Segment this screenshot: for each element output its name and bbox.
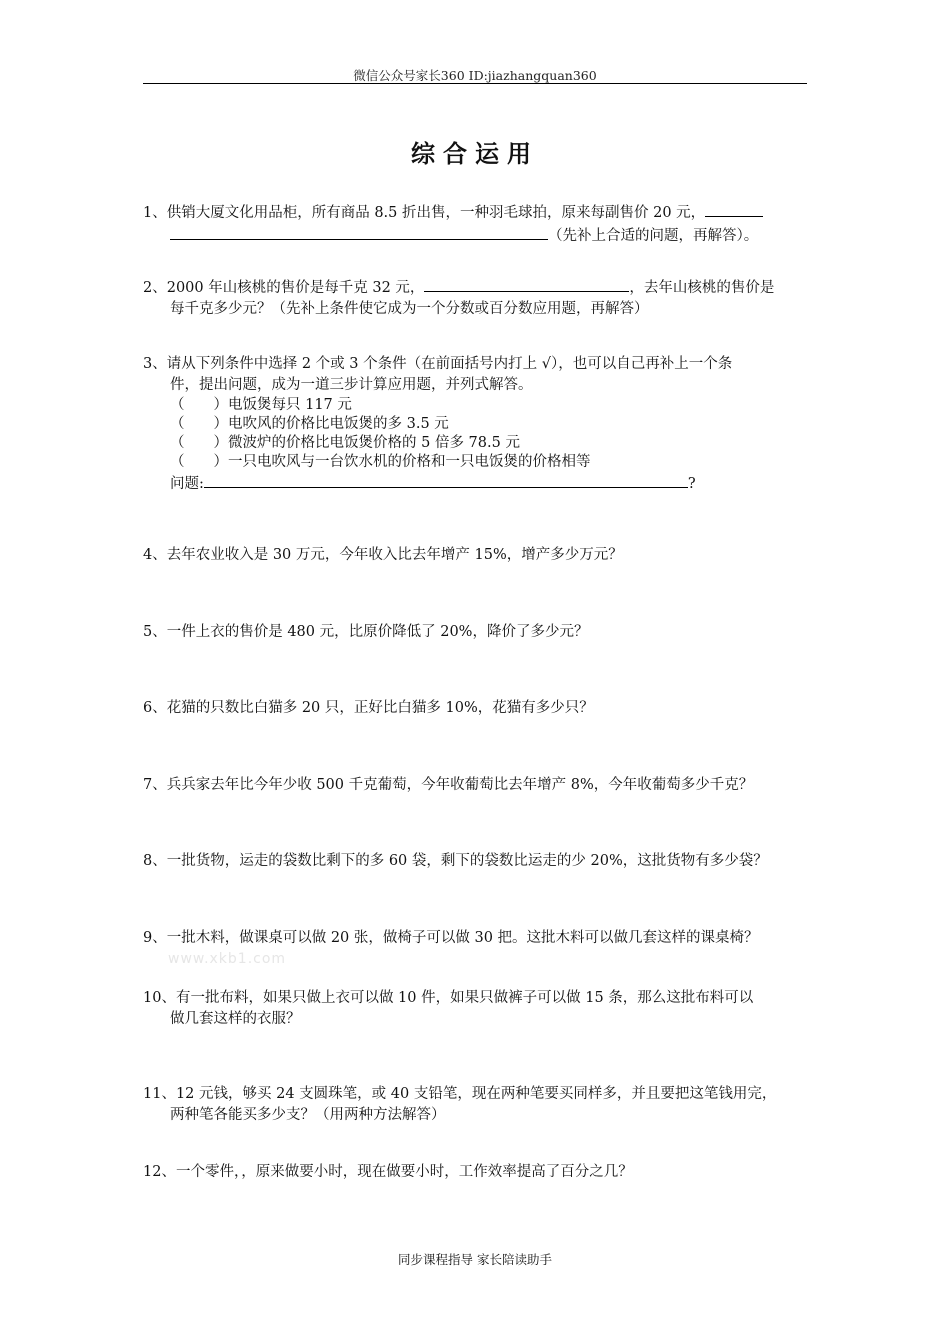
q2-suffix: ，去年山核桃的售价是 — [629, 280, 775, 296]
question-5: 5、一件上衣的售价是 480 元，比原价降低了 20%，降价了多少元？ — [143, 624, 589, 640]
question-4: 4、去年农业收入是 30 万元，今年收入比去年增产 15%，增产多少万元？ — [143, 547, 623, 563]
question-6: 6、花猫的只数比白猫多 20 只，正好比白猫多 10%，花猫有多少只？ — [143, 700, 594, 716]
option-text: 一只电吹风与一台饮水机的价格和一只电饭煲的价格相等 — [228, 454, 591, 470]
option-text: 电吹风的价格比电饭煲的多 3.5 元 — [228, 416, 449, 432]
question-1 — [143, 201, 823, 247]
checkbox-paren[interactable]: （ ） — [170, 435, 228, 451]
question-2 — [143, 276, 823, 320]
q1-suffix: （先补上合适的问题，再解答）。 — [548, 228, 759, 244]
question-9: 9、一批木料，做课桌可以做 20 张，做椅子可以做 30 把。这批木料可以做几套这样的课桌椅？ — [143, 930, 759, 946]
question-10 — [143, 988, 823, 1030]
question-7: 7、兵兵家去年比今年少收 500 千克葡萄，今年收葡萄比去年增产 8%，今年收葡萄多少千克？ — [143, 777, 754, 793]
question-12: 12、一个零件，，原来做要小时，现在做要小时，工作效率提高了百分之几？ — [143, 1164, 633, 1180]
q3-option[interactable] — [143, 453, 823, 472]
q3-question-end: ? — [687, 476, 696, 492]
checkbox-paren[interactable]: （ ） — [170, 416, 228, 432]
q3-question-blank[interactable] — [204, 472, 688, 488]
q10-line1: 10、有一批布料，如果只做上衣可以做 10 件，如果只做裤子可以做 15 条，那么这批布料可以 — [143, 990, 754, 1006]
option-text: 电饭煲每只 117 元 — [228, 397, 352, 413]
q2-prefix: 2、2000 年山核桃的售价是每千克 32 元， — [143, 280, 425, 296]
page-footer: 同步课程指导 家长陪读助手 — [398, 1252, 552, 1267]
q1-blank-2[interactable] — [170, 224, 548, 240]
page-header: 微信公众号家长360 ID:jiazhangquan360 — [353, 68, 597, 83]
question-3 — [143, 354, 823, 494]
q1-blank-1[interactable] — [705, 201, 763, 217]
q3-option[interactable] — [143, 434, 823, 453]
page-title: 综合运用 — [411, 140, 539, 168]
question-11 — [143, 1084, 823, 1126]
checkbox-paren[interactable]: （ ） — [170, 454, 228, 470]
q11-line1: 11、12 元钱，够买 24 支圆珠笔，或 40 支铅笔，现在两种笔要买同样多，并且要把这笔钱用完， — [143, 1086, 777, 1102]
q3-option[interactable] — [143, 396, 823, 415]
q10-line2: 做几套这样的衣服？ — [170, 1011, 301, 1027]
option-text: 微波炉的价格比电饭煲价格的 5 倍多 78.5 元 — [228, 435, 520, 451]
watermark: www.xkb1.com — [168, 951, 287, 967]
q2-line2: 每千克多少元？（先补上条件使它成为一个分数或百分数应用题，再解答） — [170, 301, 649, 317]
checkbox-paren[interactable]: （ ） — [170, 397, 228, 413]
header-divider — [143, 83, 807, 84]
q3-question-label: 问题: — [170, 476, 204, 492]
question-8: 8、一批货物，运走的袋数比剩下的多 60 袋，剩下的袋数比运走的少 20%，这批货物有多少袋？ — [143, 853, 768, 869]
q3-line1: 3、请从下列条件中选择 2 个或 3 个条件（在前面括号内打上 √），也可以自己再补上一个条 — [143, 356, 733, 372]
q1-text: 1、供销大厦文化用品柜，所有商品 8.5 折出售，一种羽毛球拍，原来每副售价 20 元， — [143, 205, 706, 221]
q11-line2: 两种笔各能买多少支？（用两种方法解答） — [170, 1107, 446, 1123]
q3-line2: 件，提出问题，成为一道三步计算应用题，并列式解答。 — [170, 377, 533, 393]
q3-option[interactable] — [143, 415, 823, 434]
q2-blank[interactable] — [424, 276, 629, 292]
